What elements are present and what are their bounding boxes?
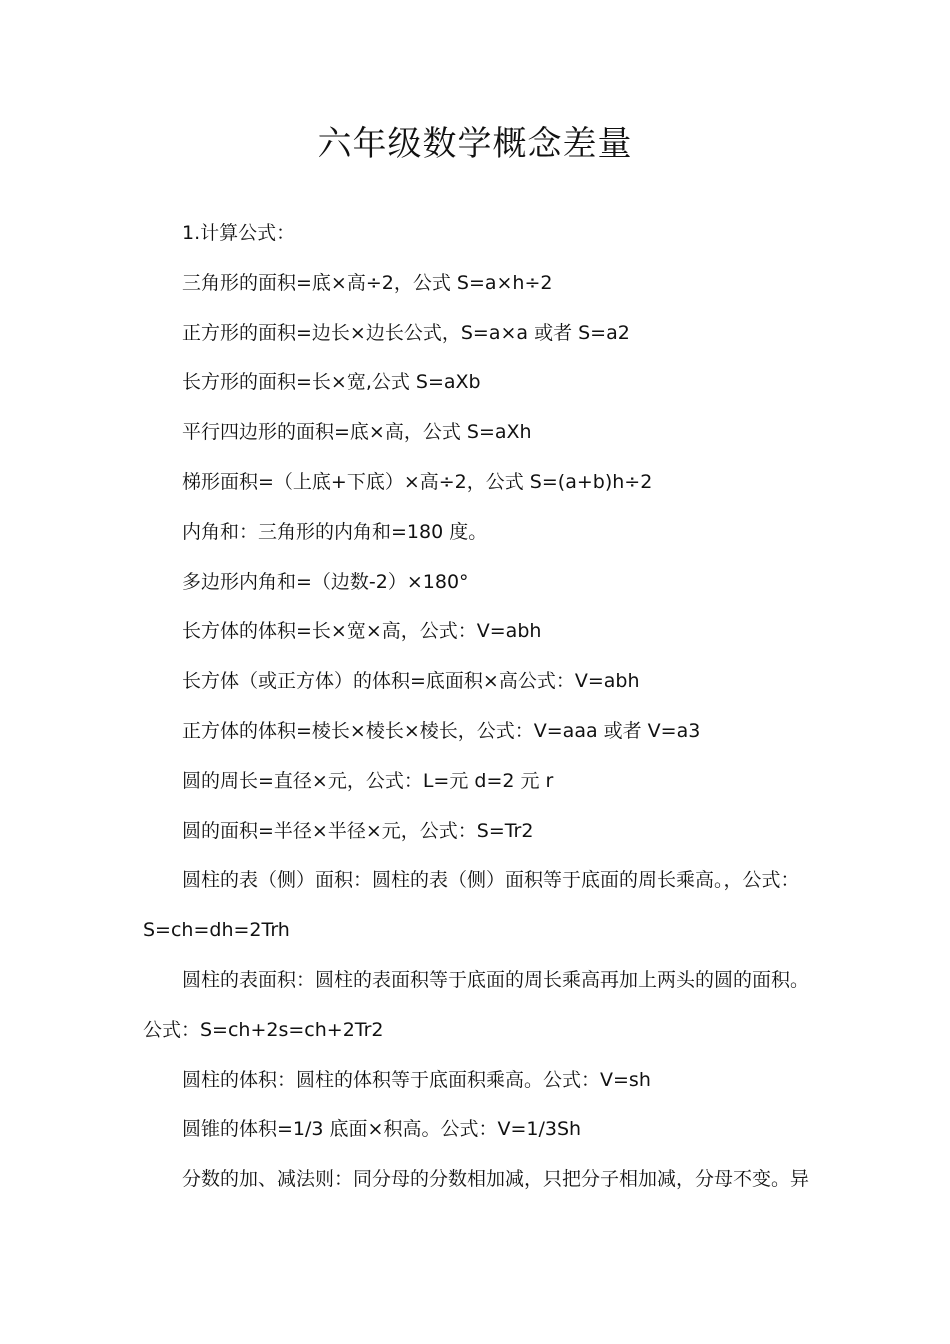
formula-line: 梯形面积=（上底+下底）×高÷2，公式 S=(a+b)h÷2 [182,470,653,493]
formula-line: 圆锥的体积=1/3 底面×积高。公式：V=1/3Sh [182,1118,582,1141]
formula-line: 圆柱的表（侧）面积：圆柱的表（侧）面积等于底面的周长乘高。，公式： [182,869,800,892]
formula-line: 多边形内角和=（边数-2）×180° [182,570,469,593]
formula-line: 长方体（或正方体）的体积=底面积×高公式：V=abh [182,670,640,693]
formula-line: 三角形的面积=底×高÷2，公式 S=a×h÷2 [182,271,553,294]
formula-line: 圆柱的体积：圆柱的体积等于底面积乘高。公式：V=sh [182,1068,651,1091]
document-title: 六年级数学概念差量 [317,124,633,164]
formula-line: 圆柱的表面积：圆柱的表面积等于底面的周长乘高再加上两头的圆的面积。 [182,968,810,991]
formula-line-continuation: 公式：S=ch+2s=ch+2Tr2 [143,1018,384,1041]
formula-line: 平行四边形的面积=底×高，公式 S=aXh [182,421,532,444]
document-body [143,209,823,1205]
formula-line: 正方形的面积=边长×边长公式，S=a×a 或者 S=a2 [182,321,630,344]
section-heading: 1.计算公式： [182,222,296,244]
formula-line: 内角和：三角形的内角和=180 度。 [182,520,488,543]
formula-line: 长方体的体积=长×宽×高，公式：V=abh [182,620,542,643]
formula-line: 圆的周长=直径×元，公式：L=元 d=2 元 r [182,769,554,792]
formula-line: 圆的面积=半径×半径×元，公式：S=Tr2 [182,819,534,842]
formula-line-continuation: S=ch=dh=2Trh [143,919,290,942]
formula-line: 长方形的面积=长×宽,公式 S=aXb [182,371,481,394]
formula-line: 分数的加、减法则：同分母的分数相加减，只把分子相加减，分母不变。异 [182,1168,810,1191]
formula-line: 正方体的体积=棱长×棱长×棱长，公式：V=aaa 或者 V=a3 [182,719,701,742]
